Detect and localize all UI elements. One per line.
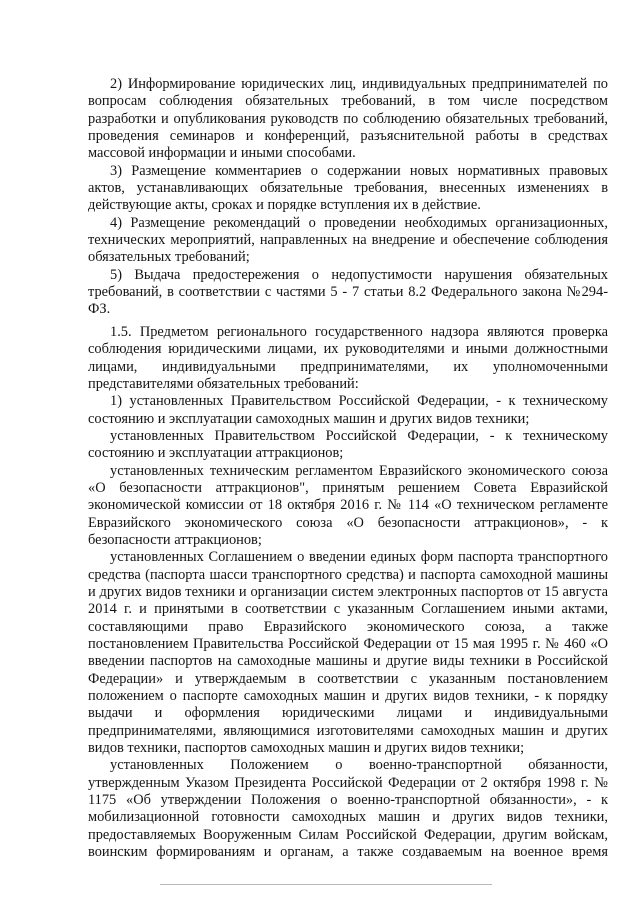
document-page — [88, 76, 608, 861]
paragraph-recommendations: 4) Размещение рекомендаций о проведении необходимых организационных, технических мероприятий, направленных на внедрение и обеспечение соблюдения обязательных требований; — [88, 214, 608, 266]
paragraph-informing: 2) Информирование юридических лиц, индивидуальных предпринимателей по вопросам соблюдения обязательных требований, в том числе посредством разработки и опубликования руководств по соблюдению обязательных требований, проведения семинаров и конференций, разъяснительной работы в средствах массовой информации и иными способами. — [88, 76, 608, 162]
paragraph-subject-of-supervision: 1.5. Предметом регионального государственного надзора являются проверка соблюдения юридическими лицами, их руководителями и иными должностными лицами, индивидуальными предпринимателями, их уполномоченными представителями обязательных требований: — [88, 323, 608, 392]
footer-rule — [160, 884, 492, 885]
paragraph-requirement-attractions: установленных Правительством Российской Федерации, - к техническому состоянию и эксплуатации аттракционов; — [88, 427, 608, 462]
paragraph-requirement-machines: 1) установленных Правительством Российской Федерации, - к техническому состоянию и эксплуатации самоходных машин и других видов техники; — [88, 393, 608, 427]
paragraph-warning: 5) Выдача предостережения о недопустимости нарушения обязательных требований, в соответствии с частями 5 - 7 статьи 8.2 Федерального закона №294-ФЗ. — [88, 266, 608, 318]
paragraph-requirement-eaeu-regulation: установленных техническим регламентом Евразийского экономического союза «О безопасности аттракционов", принятым решением Совета Евразийской экономической комиссии от 18 октября 2016 г. № 114 «О техническом регламенте Евразийского экономического союза «О безопасности аттракционов», - к безопасности аттракционов; — [88, 462, 608, 548]
paragraph-requirement-passports: установленных Соглашением о введении единых форм паспорта транспортного средства (паспорта шасси транспортного средства) и паспорта самоходной машины и других видов техники и организации систем электронных паспортов от 15 августа 2014 г. и принятыми в соответствии с указанным Соглашением иными актами, составляющими право Евразийского экономического союза, а также постановлением Правительства Российской Федерации от 15 мая 1995 г. № 460 «О введении паспортов на самоходные машины и другие виды техники в Российской Федерации» и утверждаемым в соответствии с указанным постановлением положением о паспорте самоходных машин и других видов техники, - к порядку выдачи и оформления юридическими лицами и индивидуальными предпринимателями, являющимися изготовителями самоходных машин и других видов техники, паспортов самоходных машин и других видов техники; — [88, 549, 608, 757]
paragraph-comments: 3) Размещение комментариев о содержании новых нормативных правовых актов, устанавливающих обязательные требования, внесенных изменениях в действующие акты, сроках и порядке вступления их в действие. — [88, 162, 608, 214]
paragraph-requirement-military-transport: установленных Положением о военно-транспортной обязанности, утвержденным Указом Президента Российской Федерации от 2 октября 1998 г. № 1175 «Об утверждении Положения о военно-транспортной обязанности», - к мобилизационной готовности самоходных машин и других видов техники, предоставляемых Вооруженным Силам Российской Федерации, другим войскам, воинским формированиям и органам, а также создаваемым на военное время — [88, 757, 608, 861]
